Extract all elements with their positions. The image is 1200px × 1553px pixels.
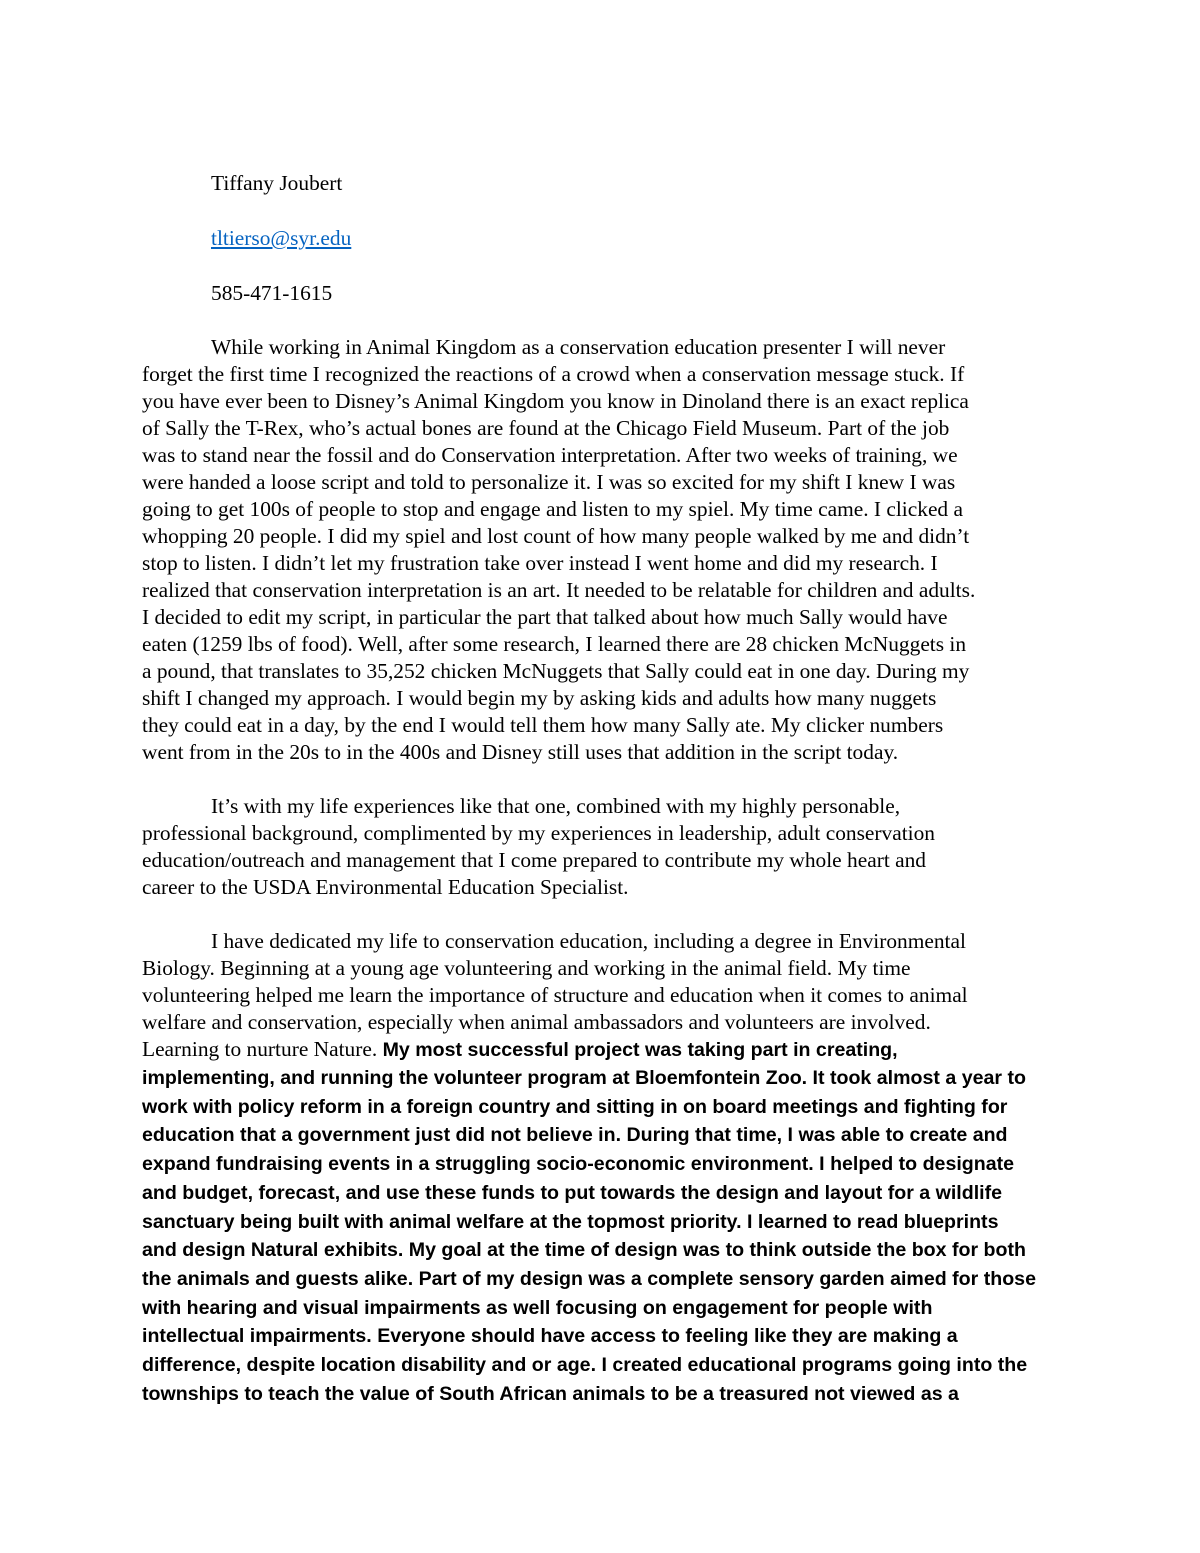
paragraph-line: realized that conservation interpretation is an art. It needed to be relatable for children and adults.	[142, 578, 976, 602]
paragraph-experience	[142, 793, 1062, 901]
paragraph-line	[142, 1036, 1062, 1064]
paragraph-line: eaten (1259 lbs of food). Well, after some research, I learned there are 28 chicken McNuggets in	[142, 632, 967, 656]
paragraph-run-regular: Learning to nurture Nature.	[142, 1037, 383, 1061]
paragraph-line: welfare and conservation, especially when animal ambassadors and volunteers are involved.	[142, 1010, 931, 1034]
paragraph-line: whopping 20 people. I did my spiel and lost count of how many people walked by me and didn’t	[142, 524, 970, 548]
paragraph-line: you have ever been to Disney’s Animal Kingdom you know in Dinoland there is an exact replica	[142, 389, 969, 413]
contact-phone: 585-471-1615	[211, 281, 333, 305]
paragraph-line: shift I changed my approach. I would begin my by asking kids and adults how many nuggets	[142, 686, 937, 710]
paragraph-line: was to stand near the fossil and do Conservation interpretation. After two weeks of training, we	[142, 443, 958, 467]
paragraph-line: work with policy reform in a foreign country and sitting in on board meetings and fighting for	[142, 1095, 1008, 1118]
paragraph-line: While working in Animal Kingdom as a conservation education presenter I will never	[211, 335, 946, 359]
paragraph-line: I decided to edit my script, in particular the part that talked about how much Sally would have	[142, 605, 948, 629]
paragraph-line: It’s with my life experiences like that one, combined with my highly personable,	[211, 794, 901, 818]
paragraph-line: a pound, that translates to 35,252 chicken McNuggets that Sally could eat in one day. During my	[142, 659, 970, 683]
contact-name: Tiffany Joubert	[211, 171, 343, 195]
paragraph-dedication	[142, 928, 1062, 1408]
paragraph-line: and budget, forecast, and use these funds to put towards the design and layout for a wildlife	[142, 1181, 1003, 1204]
paragraph-line: I have dedicated my life to conservation education, including a degree in Environmental	[211, 929, 966, 953]
paragraph-line: stop to listen. I didn’t let my frustration take over instead I went home and did my research. I	[142, 551, 938, 575]
paragraph-line: difference, despite location disability and or age. I created educational programs going into the	[142, 1354, 1028, 1377]
paragraph-line: education that a government just did not believe in. During that time, I was able to create and	[142, 1124, 1008, 1147]
paragraph-line: implementing, and running the volunteer program at Bloemfontein Zoo. It took almost a year to	[142, 1067, 1026, 1089]
paragraph-line: forget the first time I recognized the reactions of a crowd when a conservation message stuck. If	[142, 362, 965, 386]
paragraph-line: the animals and guests alike. Part of my design was a complete sensory garden aimed for those	[142, 1267, 1036, 1290]
paragraph-line: with hearing and visual impairments as well focusing on engagement for people with	[142, 1296, 933, 1319]
paragraph-line: going to get 100s of people to stop and engage and listen to my spiel. My time came. I clicked a	[142, 497, 963, 521]
paragraph-line: Biology. Beginning at a young age volunteering and working in the animal field. My time	[142, 956, 911, 980]
paragraph-line: education/outreach and management that I come prepared to contribute my whole heart and	[142, 848, 927, 872]
paragraph-line: they could eat in a day, by the end I would tell them how many Sally ate. My clicker numbers	[142, 713, 944, 737]
paragraph-line: went from in the 20s to in the 400s and Disney still uses that addition in the script today.	[142, 740, 899, 764]
paragraph-line: volunteering helped me learn the importance of structure and education when it comes to animal	[142, 983, 968, 1007]
contact-email-link[interactable]: tltierso@syr.edu	[211, 226, 352, 250]
paragraph-line: career to the USDA Environmental Education Specialist.	[142, 875, 629, 899]
document-page	[142, 168, 1062, 1408]
paragraph-line: sanctuary being built with animal welfare at the topmost priority. I learned to read blueprints	[142, 1210, 999, 1233]
paragraph-line: townships to teach the value of South African animals to be a treasured not viewed as a	[142, 1382, 959, 1405]
paragraph-line: expand fundraising events in a struggling socio-economic environment. I helped to designate	[142, 1153, 1015, 1176]
paragraph-line: intellectual impairments. Everyone should have access to feeling like they are making a	[142, 1325, 958, 1348]
paragraph-line: and design Natural exhibits. My goal at the time of design was to think outside the box for both	[142, 1239, 1026, 1262]
paragraph-line: professional background, complimented by my experiences in leadership, adult conservation	[142, 821, 935, 845]
paragraph-run-bold: My most successful project was taking part in creating,	[382, 1039, 898, 1061]
paragraph-disney	[142, 334, 1062, 766]
paragraph-line: were handed a loose script and told to personalize it. I was so excited for my shift I knew I was	[142, 470, 956, 494]
paragraph-line: of Sally the T-Rex, who’s actual bones are found at the Chicago Field Museum. Part of the job	[142, 416, 950, 440]
